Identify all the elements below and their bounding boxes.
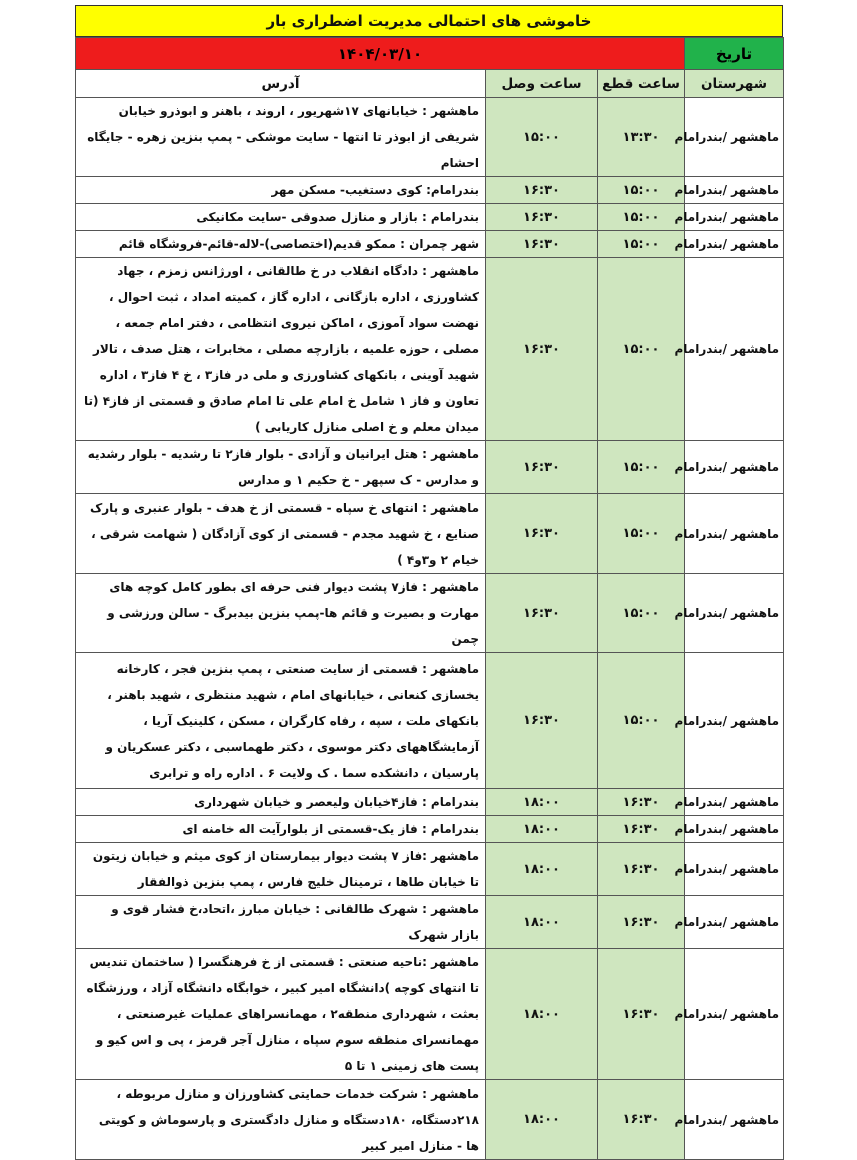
row-cut-time: ۱۵:۰۰ xyxy=(598,574,685,653)
row-cut-time: ۱۳:۳۰ xyxy=(598,98,685,177)
table-row xyxy=(76,98,784,177)
row-address: ماهشهر : فاز۷ پشت دیوار فنی حرفه ای بطور کامل کوچه های مهارت و بصیرت و قائم ها-پمپ بنزین بیدبرگ - سالن ورزشی و چمن xyxy=(76,574,486,653)
row-connect-time: ۱۶:۳۰ xyxy=(486,494,598,574)
row-address: ماهشهر :ناحیه صنعتی : قسمتی از خ فرهنگسرا ( ساختمان تندیس تا انتهای کوچه )دانشگاه امیر کبیر ، خوابگاه دانشگاه آزاد ، ورزشگاه بعثت ، شهرداری منطقه۲ ، مهمانسراهای عملیات غیرصنعتی ، مهمانسرای منطقه سوم سپاه ، منازل آجر قرمز ، پی و اس کیو و پست های زمینی ۱ تا ۵ xyxy=(76,949,486,1080)
row-city: ماهشهر /بندرامام xyxy=(685,816,784,843)
schedule-sheet xyxy=(75,5,783,1160)
table-row xyxy=(76,177,784,204)
row-cut-time: ۱۵:۰۰ xyxy=(598,441,685,494)
row-cut-time: ۱۵:۰۰ xyxy=(598,204,685,231)
table-row xyxy=(76,843,784,896)
table-body xyxy=(76,98,784,1160)
row-address: ماهشهر : خیابانهای ۱۷شهریور ، اروند ، باهنر و ابوذرو خیابان شریفی از ابوذر تا انتها - سایت موشکی - پمپ بنزین زهره - جایگاه احشام xyxy=(76,98,486,177)
table-row xyxy=(76,789,784,816)
table-row xyxy=(76,896,784,949)
outage-table xyxy=(75,37,784,1160)
row-address: ماهشهر : دادگاه انقلاب در خ طالقانی ، اورژانس زمزم ، جهاد کشاورزی ، اداره بازگانی ، اداره گاز ، کمیته امداد ، ثبت احوال ، نهضت سواد آموزی ، اماکن نیروی انتظامی ، دفتر امام جمعه ، مصلی ، حوزه علمیه ، بازارچه مصلی ، مخابرات ، هتل صدف ، تالار شهید آوینی ، بانکهای کشاورزی و ملی در فاز۳ ، خ ۴ فاز۳ ، اداره تعاون و فاز ۱ شامل خ امام علی تا امام صادق و قسمتی از فاز۴ (تا میدان معلم و خ اصلی منازل کاریابی ) xyxy=(76,258,486,441)
row-cut-time: ۱۶:۳۰ xyxy=(598,789,685,816)
row-city: ماهشهر /بندرامام xyxy=(685,574,784,653)
date-label: تاریخ xyxy=(685,38,784,70)
header-city: شهرستان xyxy=(685,70,784,98)
row-address: ماهشهر : قسمتی از سایت صنعتی ، پمپ بنزین فجر ، کارخانه یخسازی کنعانی ، خیابانهای امام ، شهید منتظری ، شهید باهنر ، بانکهای ملت ، سپه ، رفاه کارگران ، مسکن ، کلینیک آریا ، آزمایشگاههای دکتر موسوی ، دکتر طهماسبی ، دکتر عسکریان و پارسیان ، دانشکده سما . ک ولایت ۶ . اداره راه و ترابری xyxy=(76,653,486,789)
row-city: ماهشهر /بندرامام xyxy=(685,1080,784,1160)
row-address: بندرامام: کوی دستغیب- مسکن مهر xyxy=(76,177,486,204)
table-row xyxy=(76,816,784,843)
row-connect-time: ۱۶:۳۰ xyxy=(486,231,598,258)
row-city: ماهشهر /بندرامام xyxy=(685,231,784,258)
header-cut-time: ساعت قطع xyxy=(598,70,685,98)
row-address: بندرامام : فاز۴خیابان ولیعصر و خیابان شهرداری xyxy=(76,789,486,816)
table-row xyxy=(76,653,784,789)
row-city: ماهشهر /بندرامام xyxy=(685,843,784,896)
row-city: ماهشهر /بندرامام xyxy=(685,653,784,789)
row-address: ماهشهر : شهرک طالقانی : خیابان مبارز ،اتحاد،خ فشار قوی و بازار شهرک xyxy=(76,896,486,949)
row-cut-time: ۱۵:۰۰ xyxy=(598,177,685,204)
row-address: ماهشهر :فاز ۷ پشت دیوار بیمارستان از کوی میثم و خیابان زیتون تا خیابان طاها ، ترمینال خلیج فارس ، پمپ بنزین ذوالفقار xyxy=(76,843,486,896)
row-connect-time: ۱۸:۰۰ xyxy=(486,843,598,896)
table-row xyxy=(76,574,784,653)
row-connect-time: ۱۶:۳۰ xyxy=(486,441,598,494)
row-connect-time: ۱۸:۰۰ xyxy=(486,816,598,843)
row-connect-time: ۱۶:۳۰ xyxy=(486,177,598,204)
row-cut-time: ۱۶:۳۰ xyxy=(598,949,685,1080)
header-row xyxy=(76,70,784,98)
row-connect-time: ۱۸:۰۰ xyxy=(486,789,598,816)
row-cut-time: ۱۵:۰۰ xyxy=(598,258,685,441)
row-city: ماهشهر /بندرامام xyxy=(685,789,784,816)
row-cut-time: ۱۶:۳۰ xyxy=(598,843,685,896)
row-cut-time: ۱۵:۰۰ xyxy=(598,494,685,574)
table-row xyxy=(76,204,784,231)
row-address: بندرامام : فاز یک-قسمتی از بلوارآیت اله خامنه ای xyxy=(76,816,486,843)
row-address: ماهشهر : انتهای خ سپاه - قسمتی از خ هدف - بلوار عنبری و پارک صنایع ، خ شهید مجدم - قسمتی از کوی آزادگان ( شهامت شرقی ، خیام ۲ و۳و۴ ) xyxy=(76,494,486,574)
row-cut-time: ۱۶:۳۰ xyxy=(598,816,685,843)
row-cut-time: ۱۶:۳۰ xyxy=(598,1080,685,1160)
row-city: ماهشهر /بندرامام xyxy=(685,896,784,949)
row-address: شهر چمران : ممکو قدیم(اختصاصی)-لاله-قائم-فروشگاه قائم xyxy=(76,231,486,258)
row-connect-time: ۱۶:۳۰ xyxy=(486,653,598,789)
table-row xyxy=(76,949,784,1080)
table-row xyxy=(76,441,784,494)
row-address: ماهشهر : شرکت خدمات حمایتی کشاورزان و منازل مربوطه ، ۲۱۸دستگاه، ۱۸۰دستگاه و منازل دادگستری و پارسوماش و کویتی ها - منازل امیر کبیر xyxy=(76,1080,486,1160)
row-address: ماهشهر : هتل ایرانیان و آزادی - بلوار فاز۲ تا رشدیه - بلوار رشدیه و مدارس - ک سپهر - خ حکیم ۱ و مدارس xyxy=(76,441,486,494)
date-value: ۱۴۰۴/۰۳/۱۰ xyxy=(76,38,685,70)
row-city: ماهشهر /بندرامام xyxy=(685,258,784,441)
row-city: ماهشهر /بندرامام xyxy=(685,98,784,177)
row-city: ماهشهر /بندرامام xyxy=(685,949,784,1080)
row-connect-time: ۱۸:۰۰ xyxy=(486,949,598,1080)
row-connect-time: ۱۶:۳۰ xyxy=(486,204,598,231)
row-city: ماهشهر /بندرامام xyxy=(685,177,784,204)
header-address: آدرس xyxy=(76,70,486,98)
row-cut-time: ۱۶:۳۰ xyxy=(598,896,685,949)
row-connect-time: ۱۶:۳۰ xyxy=(486,258,598,441)
page-title: خاموشی های احتمالی مدیریت اضطراری بار xyxy=(75,5,783,37)
row-city: ماهشهر /بندرامام xyxy=(685,204,784,231)
table-row xyxy=(76,258,784,441)
table-row xyxy=(76,231,784,258)
row-connect-time: ۱۶:۳۰ xyxy=(486,574,598,653)
row-cut-time: ۱۵:۰۰ xyxy=(598,231,685,258)
row-connect-time: ۱۵:۰۰ xyxy=(486,98,598,177)
table-row xyxy=(76,494,784,574)
row-address: بندرامام : بازار و منازل صدوقی -سایت مکانیکی xyxy=(76,204,486,231)
row-connect-time: ۱۸:۰۰ xyxy=(486,1080,598,1160)
header-connect-time: ساعت وصل xyxy=(486,70,598,98)
row-city: ماهشهر /بندرامام xyxy=(685,494,784,574)
date-row xyxy=(76,38,784,70)
table-row xyxy=(76,1080,784,1160)
row-city: ماهشهر /بندرامام xyxy=(685,441,784,494)
row-connect-time: ۱۸:۰۰ xyxy=(486,896,598,949)
row-cut-time: ۱۵:۰۰ xyxy=(598,653,685,789)
